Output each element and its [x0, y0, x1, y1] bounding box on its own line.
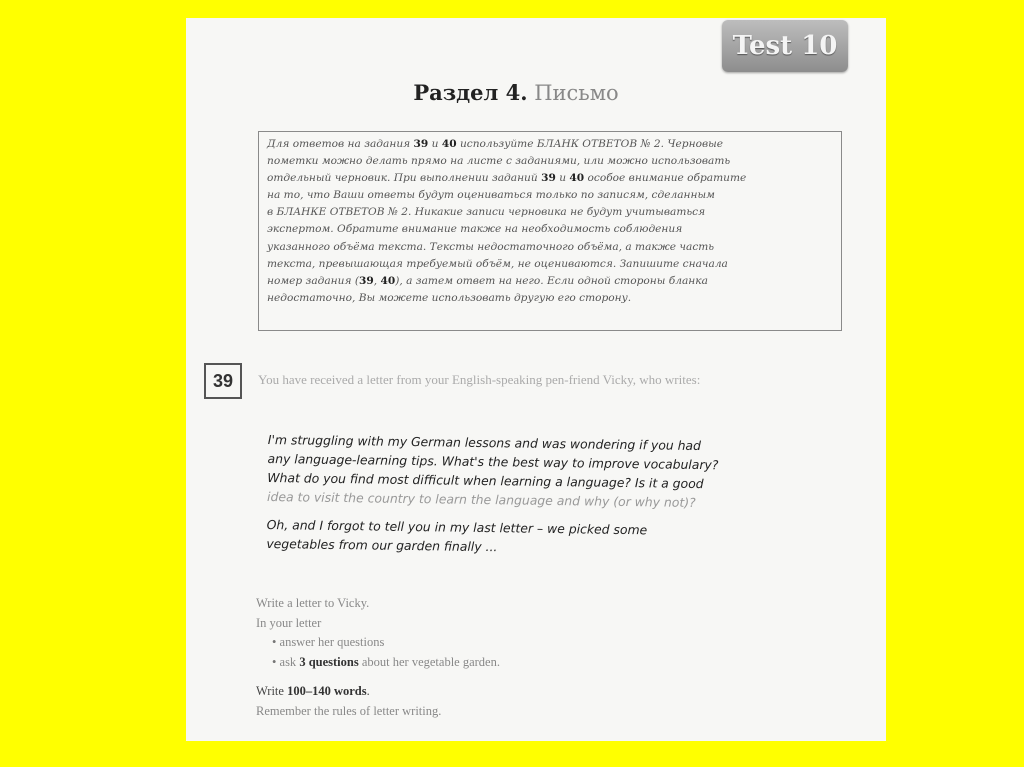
letter-paragraph-1 [267, 430, 843, 514]
task-intro: You have received a letter from your English-speaking pen-friend Vicky, who writes: [258, 372, 701, 387]
bullet-item [272, 653, 676, 673]
instructions-line: пометки можно делать прямо на листе с заданиями, или можно использовать [267, 155, 731, 168]
instructions-line [267, 273, 833, 290]
instr-text: используйте БЛАНК ОТВЕТОВ № 2. Черновые [456, 138, 724, 150]
instr-text: номер задания ( [267, 274, 359, 287]
instr-text: ), а затем ответ на него. Если одной стороны бланка [395, 274, 708, 287]
instr-bold: 39 [413, 138, 429, 150]
words-text: . [366, 684, 370, 698]
instr-text: и [428, 138, 442, 150]
instr-bold: 39 [359, 274, 374, 287]
bullet-text: answer her questions [279, 635, 385, 649]
task-instructions [256, 594, 676, 721]
rules-line: Remember the rules of letter writing. [256, 703, 442, 718]
write-to-line: Write a letter to Vicky. [256, 596, 370, 610]
instr-text: особое внимание обратите [584, 172, 747, 185]
letter-line: What do you find most difficult when learning a language? Is it a good [267, 469, 704, 492]
instructions-line: в БЛАНКЕ ОТВЕТОВ № 2. Никакие записи черновика не будут учитываться [267, 206, 706, 219]
task-bullet-list [256, 633, 676, 672]
word-count-line [256, 682, 676, 702]
test-badge: Test 10 [722, 20, 848, 72]
letter-line: Oh, and I forgot to tell you in my last letter – we picked some [266, 516, 648, 538]
section-name: Письмо [534, 81, 619, 105]
letter-excerpt [266, 430, 843, 561]
instr-text: отдельный черновик. При выполнении заданий [267, 172, 542, 185]
instr-text: Для ответов на задания [267, 138, 414, 150]
instructions-line [267, 170, 833, 187]
instr-bold: 40 [569, 172, 585, 185]
instr-bold: 39 [541, 172, 556, 185]
letter-line: idea to visit the country to learn the language and why (or why not)? [266, 488, 696, 510]
letter-line: I'm struggling with my German lessons and was wondering if you had [267, 431, 702, 454]
bullet-text: ask [279, 654, 300, 669]
in-letter-line: In your letter [256, 615, 322, 630]
exam-page [186, 18, 886, 741]
bullet-item [272, 633, 676, 653]
task-number-box: 39 [204, 363, 242, 399]
instr-bold: 40 [441, 138, 457, 150]
letter-line: any language-learning tips. What's the best way to improve vocabulary? [267, 450, 719, 473]
instr-text: и [555, 172, 570, 185]
words-bold: 100–140 words [287, 684, 367, 698]
section-number: Раздел 4. [413, 80, 528, 105]
instructions-line: недостаточно, Вы можете использовать другую его сторону. [267, 291, 632, 304]
instructions-line [267, 136, 833, 153]
letter-line: vegetables from our garden finally ... [266, 535, 498, 555]
words-text: Write [256, 684, 288, 698]
instr-bold: 40 [380, 274, 396, 287]
letter-paragraph-2 [266, 515, 841, 561]
instructions-line: на то, что Ваши ответы будут оцениваться только по записям, сделанным [267, 189, 715, 202]
instr-text: , [373, 274, 381, 287]
instructions-line: указанного объёма текста. Тексты недостаточного объёма, а также часть [267, 240, 715, 253]
bullet-bold: 3 questions [299, 654, 359, 669]
bullet-text: about her vegetable garden. [358, 654, 500, 669]
instructions-box [258, 131, 842, 331]
instructions-line: текста, превышающая требуемый объём, не оцениваются. Запишите сначала [267, 257, 728, 270]
instructions-line: экспертом. Обратите внимание также на необходимость соблюдения [267, 223, 683, 236]
section-title [186, 80, 846, 105]
